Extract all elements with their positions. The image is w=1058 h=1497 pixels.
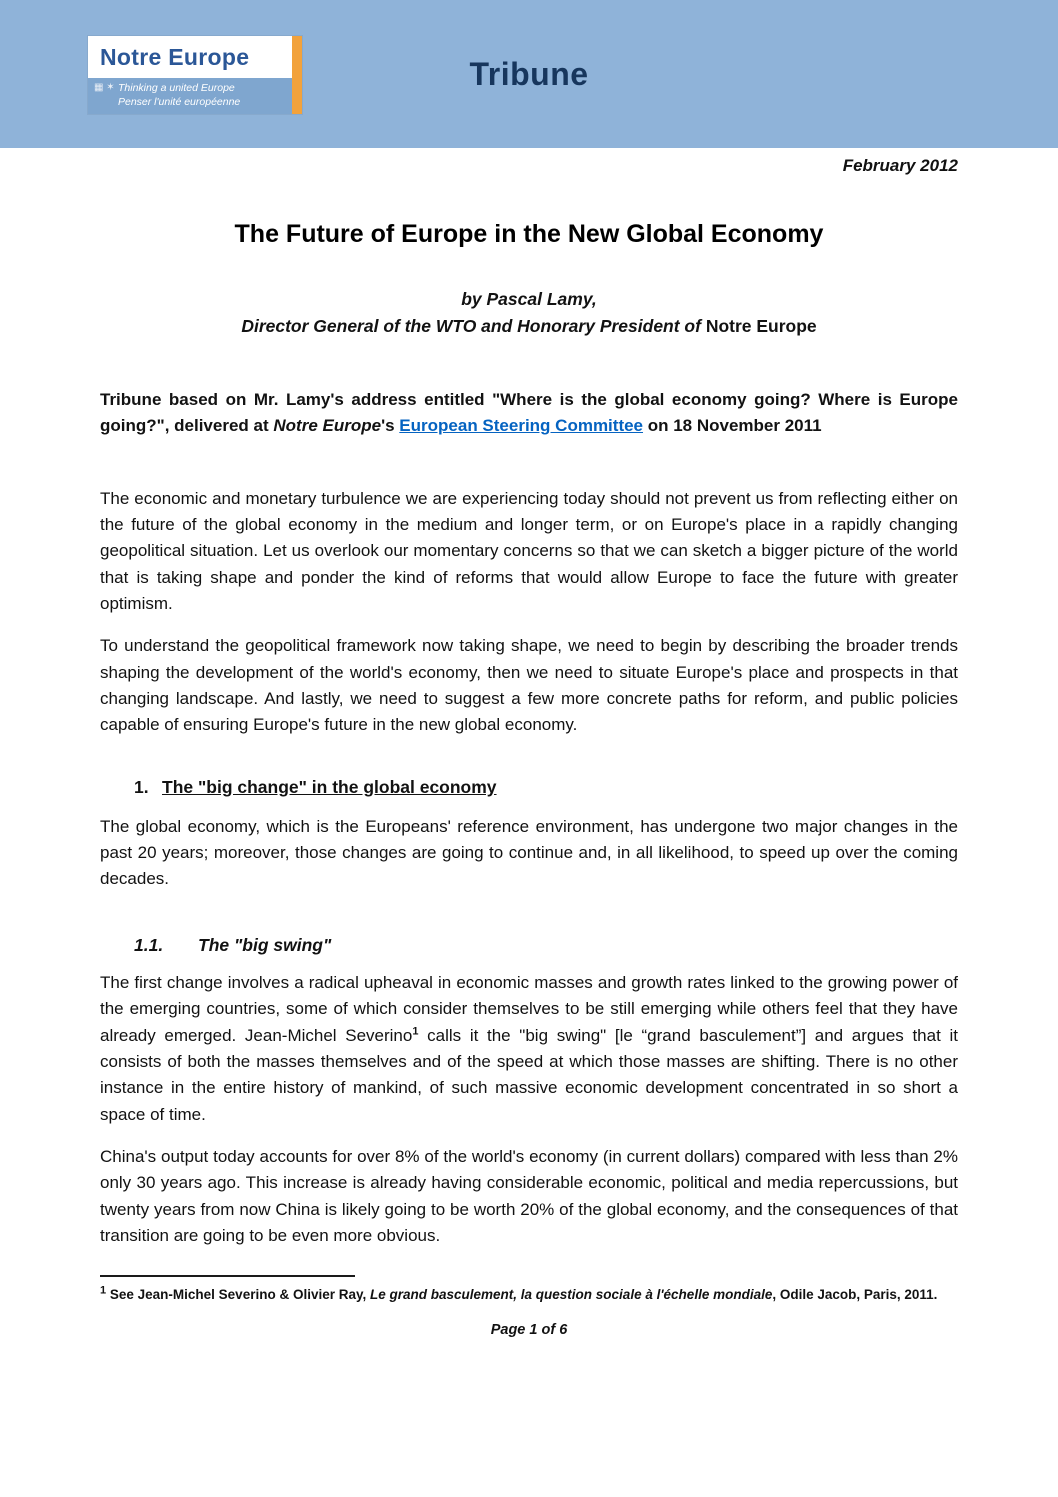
header-title: Tribune [469,56,589,92]
footnote-divider [100,1275,355,1277]
section-1-title: The "big change" in the global economy [162,776,497,797]
byline-role [100,316,958,337]
notre-europe-logo [88,36,302,114]
eu-stars-icon: ✶ [106,82,115,93]
document-body [0,220,1058,1358]
byline-author: by Pascal Lamy, [461,289,597,309]
section-1-1-paragraph-1 [100,970,958,1128]
byline-role-text: Director General of the WTO and Honorary President of [241,316,706,336]
intro-brand-italic: Notre Europe [273,416,382,436]
footnote [100,1285,958,1305]
logo-tagline-fr: Penser l'unité européenne [118,96,241,109]
s11-p1-text-b: calls it the "big swing" [le “grand basculement”] and argues that it consists of both the masses themselves and of the speed at which those masses are shifting. There is no other instance in the entire history of mankind, of such massive economic development concentrated in so short a space of time. [100,1025,958,1124]
paragraph-1: The economic and monetary turbulence we are experiencing today should not prevent us from reflecting either on the future of the global economy in the medium and longer term, or on Europe's place in a rapidly changing geopolitical situation. Let us overlook our momentary concerns so that we can sketch a bigger picture of the world that is taking shape and ponder the kind of reforms that would allow Europe to face the future with greater optimism. [100,488,958,614]
page-number: Page 1 of 6 [490,1321,568,1338]
footnote-reference: 1 [412,1024,419,1037]
s11-p1-text-a: The first change involves a radical upheaval in economic masses and growth rates linked to the growing power of the emerging countries, some of which consider themselves to be still emerging while others feel that they have already emerged. Jean-Michel Severino [100,972,958,1045]
intro-paragraph [100,387,958,440]
logo-brand: Notre Europe [88,36,292,78]
paragraph-2: To understand the geopolitical framework now taking shape, we need to begin by describing the broader trends shaping the development of the world's economy, then we need to situate Europe's place and prospects in that changing landscape. And lastly, we need to suggest a few more concrete paths for reform, and public policies capable of ensuring Europe's future in the new global economy. [100,636,958,735]
intro-text-3: on 18 November 2011 [643,416,822,436]
logo-tagline-en: Thinking a united Europe [118,82,235,94]
section-1-1-number: 1.1. [134,934,164,955]
document-title: The Future of Europe in the New Global Economy [234,220,824,248]
steering-committee-link[interactable]: European Steering Committee [399,416,644,436]
grid-icon: ▦ [94,82,104,93]
document-date: February 2012 [842,156,958,175]
orange-accent-bar [292,36,302,114]
byline-brand: Notre Europe [705,316,817,336]
footnote-book-title: Le grand basculement, la question sociale à l'échelle mondiale [370,1287,773,1303]
section-1-1-paragraph-2: China's output today accounts for over 8% of the world's economy (in current dollars) compared with less than 2% only 30 years ago. This increase is already having considerable economic, political and media repercussions, but twenty years from now China is likely going to be worth 20% of the global economy, and the consequences of that transition are going to be even more obvious. [100,1146,958,1245]
section-1-1-heading [100,935,958,956]
footnote-text-2: , Odile Jacob, Paris, 2011. [772,1287,938,1303]
logo-tagline-block [88,78,292,114]
logo-icons [94,82,116,93]
intro-text-2: 's [381,416,400,436]
footnote-text-1: See Jean-Michel Severino & Olivier Ray, [106,1287,370,1303]
intro-text-1: Tribune based on Mr. Lamy's address entitled "Where is the global economy going? Where is Europe going?", delivered at [100,390,958,436]
section-1-number: 1. [134,776,149,797]
section-1-1-title: The "big swing" [198,934,332,955]
footnote-number: 1 [100,1284,107,1297]
section-1-paragraph: The global economy, which is the Europeans' reference environment, has undergone two major changes in the past 20 years; moreover, those changes are going to continue and, in all likelihood, to speed up over the coming decades. [100,816,958,889]
header-band [0,0,1058,148]
section-1-heading [100,777,958,798]
logo-main [88,36,292,114]
